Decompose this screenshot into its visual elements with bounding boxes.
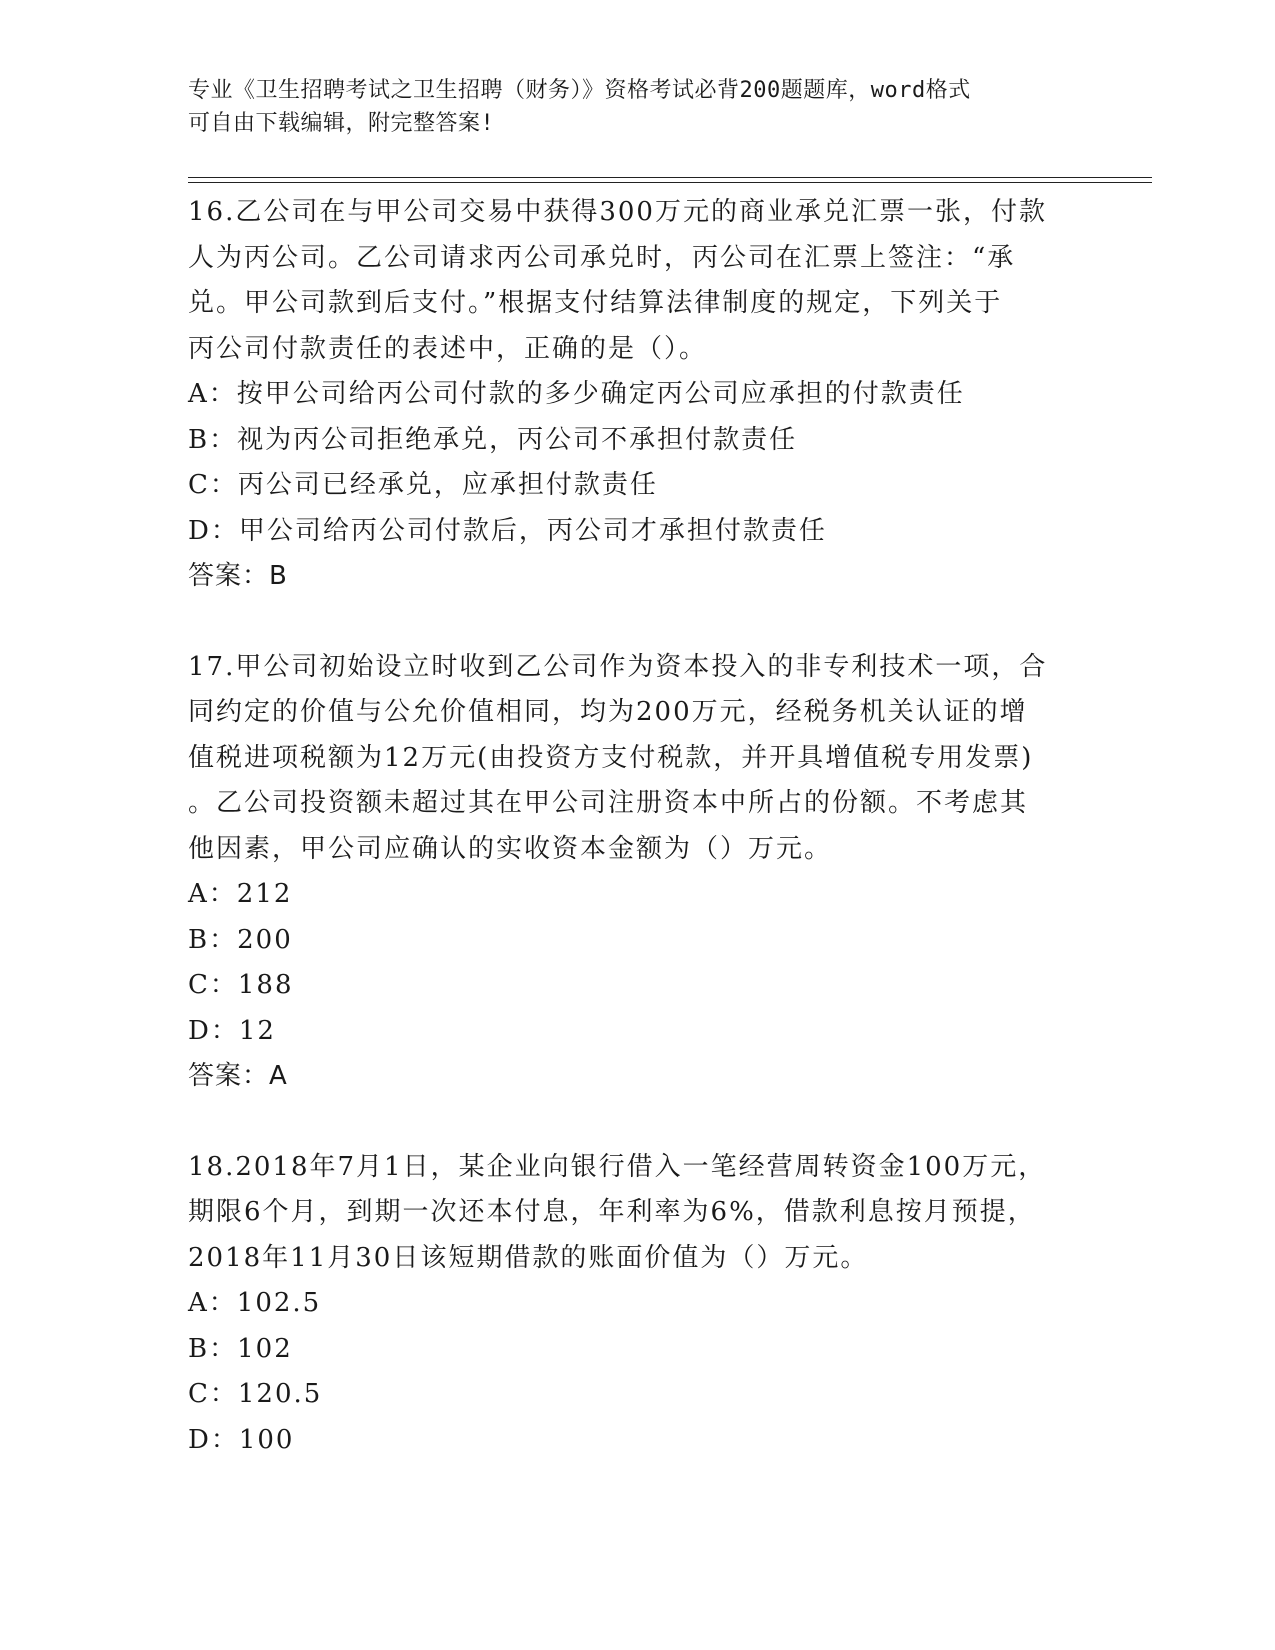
question-text-line: 丙公司付款责任的表述中，正确的是（）。: [188, 333, 708, 364]
spacer: [188, 1100, 1088, 1145]
option-a: A：102.5: [188, 1288, 322, 1318]
question-17: [188, 645, 1088, 1100]
question-text-line: 2018年11月30日该短期借款的账面价值为（）万元。: [188, 1242, 869, 1273]
option-d: D：甲公司给丙公司付款后，丙公司才承担付款责任: [188, 515, 827, 546]
option-a: A：212: [188, 879, 293, 909]
header-line-2: 可自由下载编辑，附完整答案!: [188, 111, 495, 136]
question-18: [188, 1145, 1088, 1464]
question-text-line: 人为丙公司。乙公司请求丙公司承兑时，丙公司在汇票上签注：“承: [188, 242, 1016, 273]
answer: 答案：A: [188, 1061, 288, 1091]
question-18-text: [188, 1145, 1088, 1282]
option-b: B：200: [188, 924, 293, 955]
document-header: [188, 74, 1068, 140]
option-d: D：100: [188, 1424, 295, 1455]
answer: 答案：B: [188, 561, 288, 591]
question-text-line: 他因素，甲公司应确认的实收资本金额为（）万元。: [188, 833, 833, 864]
option-d: D：12: [188, 1015, 276, 1046]
option-c: C：188: [188, 970, 294, 1000]
question-16-text: [188, 190, 1088, 372]
question-text-line: 兑。甲公司款到后支付。”根据支付结算法律制度的规定，下列关于: [188, 288, 1003, 318]
question-text-line: 17.甲公司初始设立时收到乙公司作为资本投入的非专利技术一项，合: [188, 651, 1048, 682]
question-text-line: 。乙公司投资额未超过其在甲公司注册资本中所占的份额。不考虑其: [188, 788, 1029, 818]
question-text-line: 18.2018年7月1日，某企业向银行借入一笔经营周转资金100万元，: [188, 1151, 1047, 1182]
spacer: [188, 600, 1088, 645]
header-divider-top: [188, 177, 1152, 178]
question-text-line: 同约定的价值与公允价值相同，均为200万元，经税务机关认证的增: [188, 697, 1028, 727]
option-a: A：按甲公司给丙公司付款的多少确定丙公司应承担的付款责任: [188, 379, 965, 409]
question-16: [188, 190, 1088, 600]
question-text-line: 16.乙公司在与甲公司交易中获得300万元的商业承兑汇票一张，付款: [188, 197, 1047, 227]
question-text-line: 期限6个月，到期一次还本付息，年利率为6%，借款利息按月预提，: [188, 1197, 1036, 1227]
header-divider-bottom: [188, 182, 1152, 183]
question-17-text: [188, 645, 1088, 873]
option-b: B：视为丙公司拒绝承兑，丙公司不承担付款责任: [188, 424, 798, 455]
option-c: C：120.5: [188, 1379, 323, 1409]
option-b: B：102: [188, 1333, 293, 1364]
option-c: C：丙公司已经承兑，应承担付款责任: [188, 470, 658, 500]
question-text-line: 值税进项税额为12万元(由投资方支付税款，并开具增值税专用发票): [188, 742, 1034, 773]
question-list: [188, 190, 1088, 1463]
header-line-1: 专业《卫生招聘考试之卫生招聘（财务）》资格考试必背200题题库，word格式: [188, 78, 971, 103]
